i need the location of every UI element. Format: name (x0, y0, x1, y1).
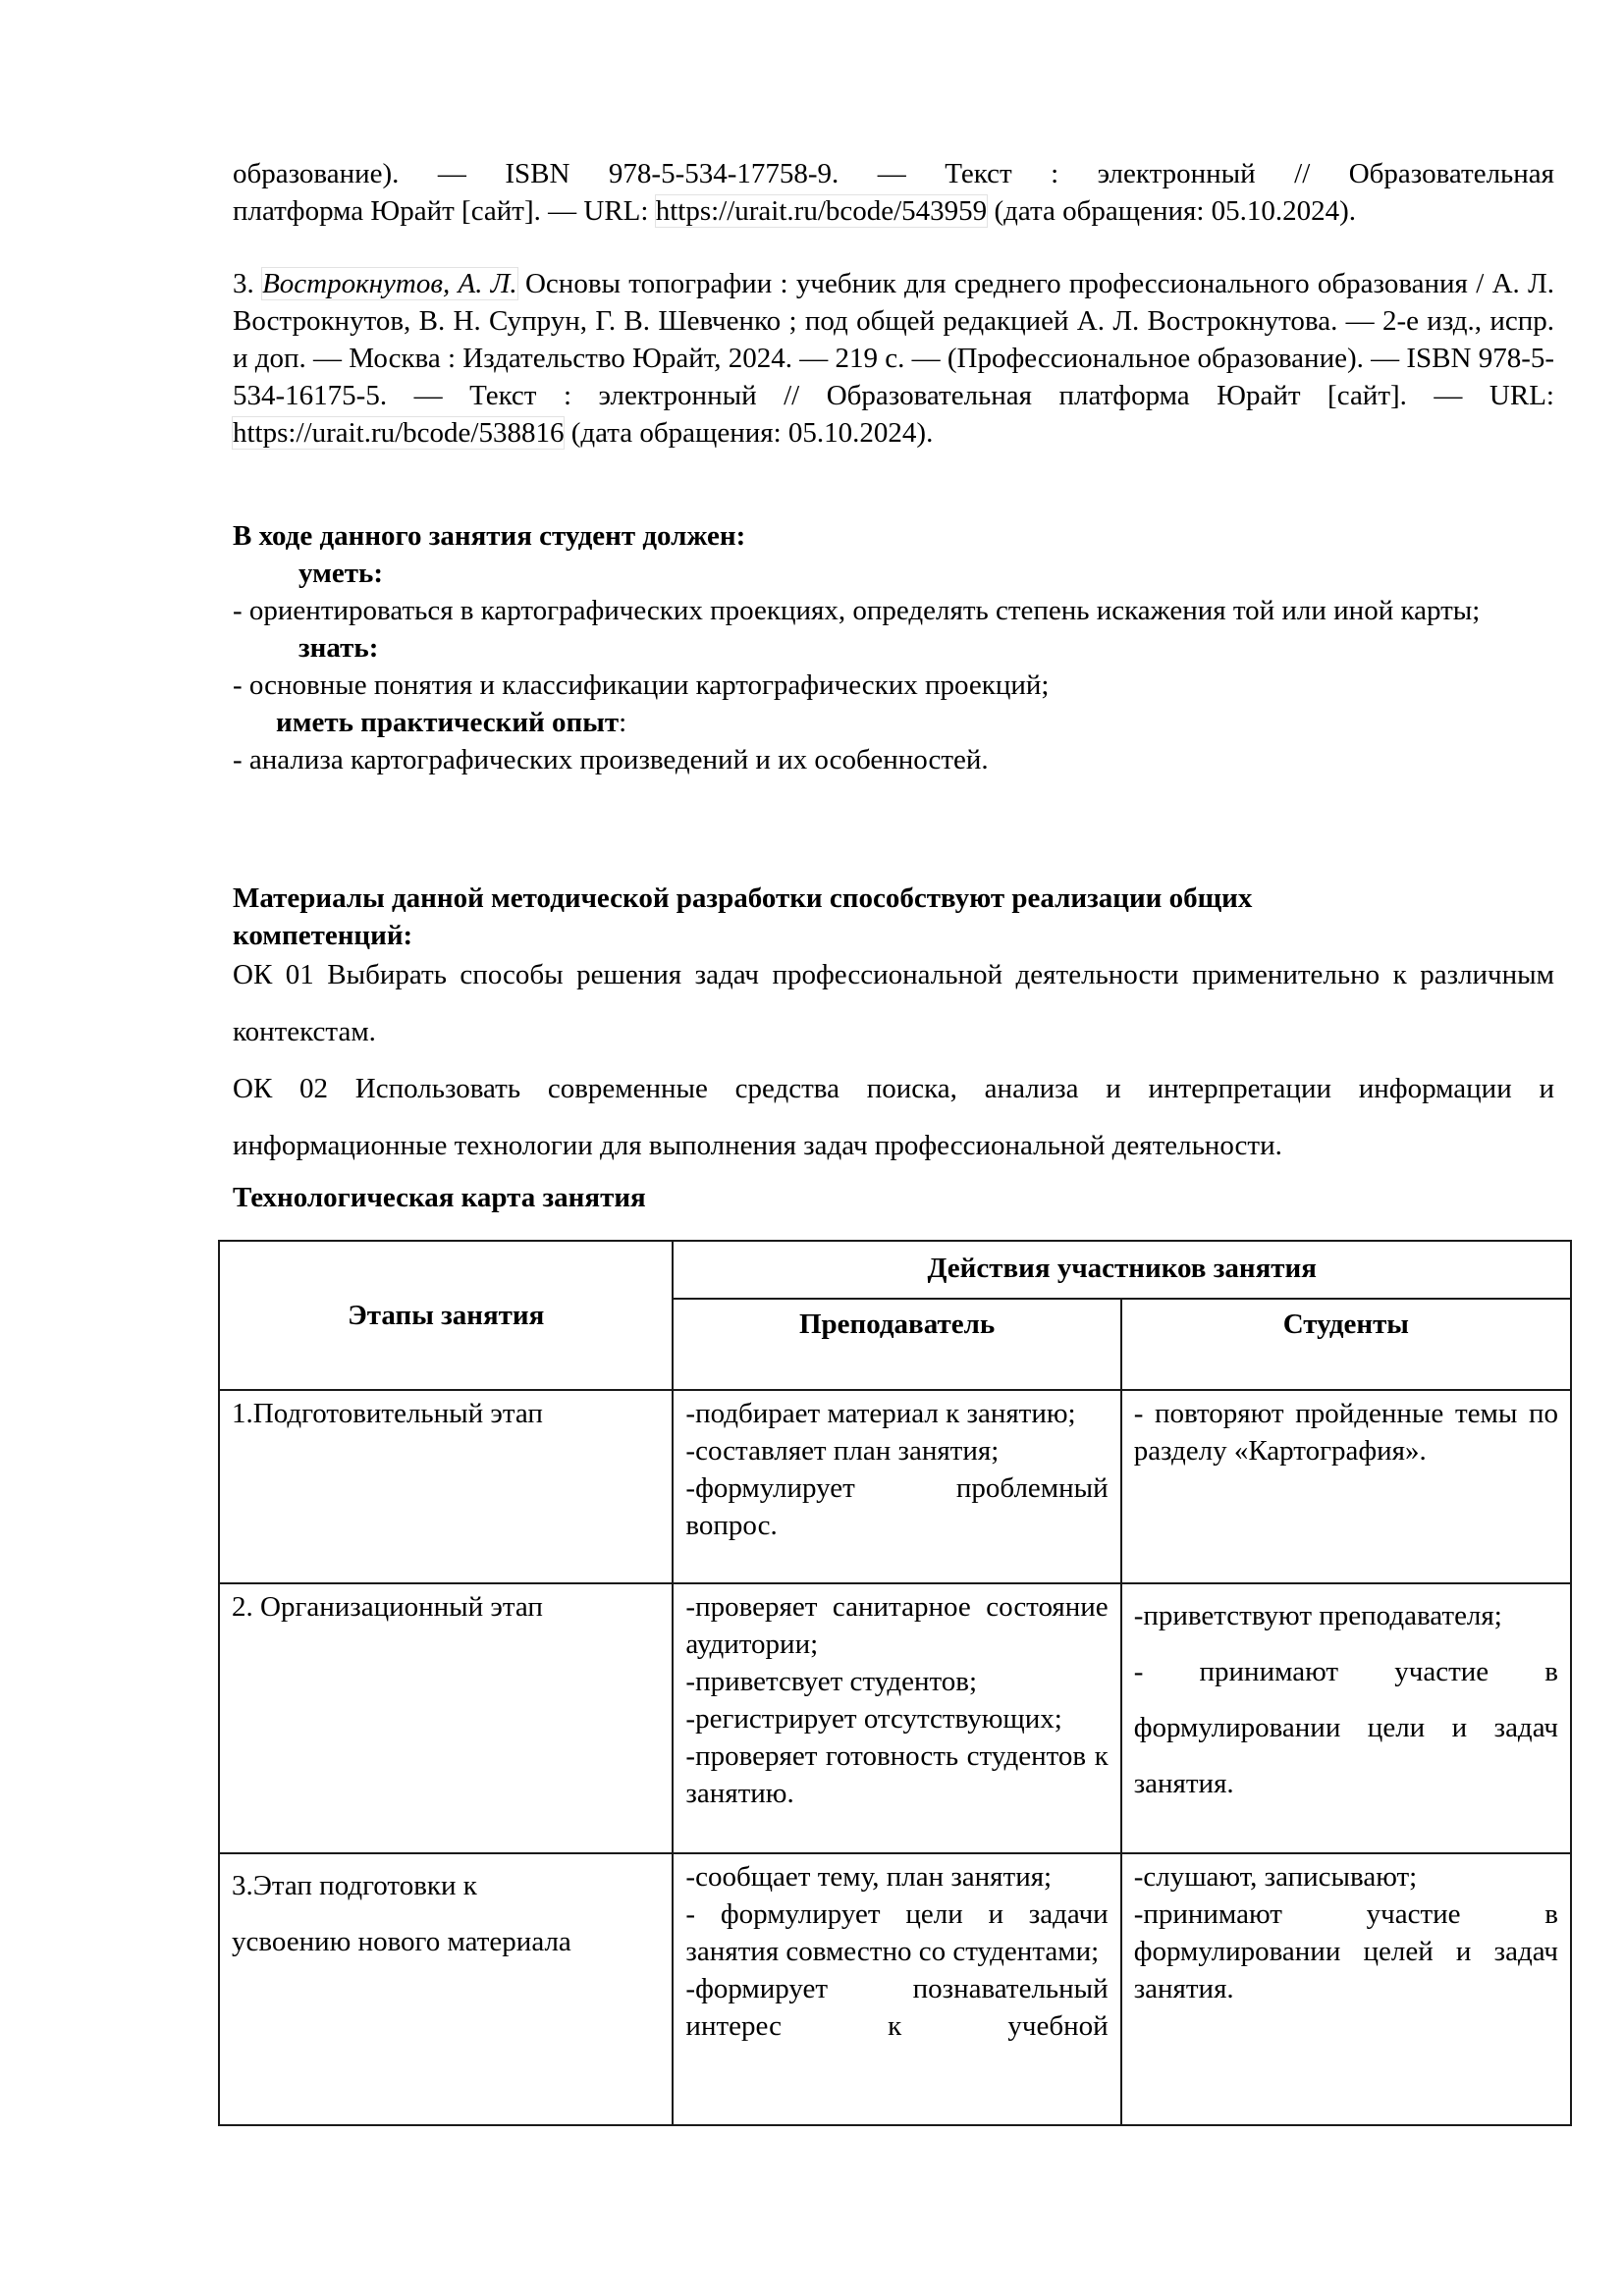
tech-map-table (218, 1240, 1572, 2126)
stage-line: усвоению нового материала (232, 1926, 571, 1957)
reference-author-link[interactable]: Вострокнутов, А. Л. (262, 268, 517, 299)
reference-url-link[interactable]: https://urait.ru/bcode/543959 (655, 195, 988, 227)
competency-ok01: ОК 01 Выбирать способы решения задач профессиональной деятельности применительно к различным контекстам. (233, 959, 1554, 1047)
teacher-cell (673, 1390, 1120, 1583)
reference-access-date: (дата обращения: 05.10.2024). (564, 417, 934, 449)
teacher-action: -приветсвует студентов; (685, 1666, 978, 1697)
experience-colon: : (619, 707, 627, 738)
teacher-action: -формулирует проблемный вопрос. (685, 1472, 1109, 1541)
teacher-action: -проверяет готовность студентов к занятию. (685, 1740, 1109, 1809)
student-action: - повторяют пройденные темы по разделу «Картография». (1133, 1398, 1558, 1467)
student-action: -принимают участие в формулировании целей и задач занятия. (1133, 1898, 1558, 2004)
table-row (219, 1583, 1571, 1853)
competencies-section (233, 880, 1554, 1174)
reference-number: 3. (233, 268, 263, 299)
reference-access-date: (дата обращения: 05.10.2024). (987, 195, 1357, 227)
reference-line: образование). — ISBN 978-5-534-17758-9. — Текст : электронный // Образовательная (233, 158, 1554, 189)
stage-cell: 2. Организационный этап (219, 1583, 673, 1853)
skills-text: - ориентироваться в картографических проекциях, определять степень искажения той или иной карты; (233, 595, 1481, 626)
reference-text: платформа Юрайт [сайт]. — URL: (233, 195, 656, 227)
teacher-action: - формулирует цели и задачи занятия совместно со студентами; (685, 1898, 1109, 1967)
stage-line: 3.Этап подготовки к (232, 1870, 477, 1901)
teacher-action: -сообщает тему, план занятия; (685, 1861, 1053, 1893)
reference-2-continued (233, 155, 1554, 230)
header-teacher: Преподаватель (673, 1299, 1120, 1390)
teacher-cell (673, 1583, 1120, 1853)
header-stages: Этапы занятия (219, 1241, 673, 1390)
stage-cell (219, 1853, 673, 2125)
teacher-cell (673, 1853, 1120, 2125)
learning-outcomes (233, 517, 1554, 778)
students-cell (1121, 1583, 1571, 1853)
experience-text: - анализа картографических произведений и их особенностей. (233, 744, 989, 775)
outcomes-heading: В ходе данного занятия студент должен: (233, 520, 746, 552)
teacher-action: -формирует познавательный интерес к учебной (685, 1973, 1109, 2042)
student-action: - принимают участие в формулировании цели и задач занятия. (1133, 1656, 1558, 1799)
teacher-action: -подбирает материал к занятию; (685, 1398, 1076, 1429)
reference-3 (233, 265, 1554, 452)
competency-ok02: ОК 02 Использовать современные средства поиска, анализа и интерпретации информации и информационные технологии для выполнения задач профессиональной деятельности. (233, 1073, 1554, 1161)
header-students: Студенты (1121, 1299, 1571, 1390)
skills-label: уметь: (298, 558, 383, 589)
competencies-heading-line2: компетенций: (233, 920, 413, 951)
knowledge-label: знать: (298, 632, 379, 664)
reference-text (233, 265, 1554, 452)
student-action: -приветствуют преподавателя; (1133, 1600, 1502, 1631)
knowledge-text: - основные понятия и классификации картографических проекций; (233, 669, 1050, 701)
stage-cell: 1.Подготовительный этап (219, 1390, 673, 1583)
header-actions: Действия участников занятия (673, 1241, 1571, 1299)
student-action: -слушают, записывают; (1133, 1861, 1418, 1893)
table-row (219, 1853, 1571, 2125)
experience-label-line (233, 704, 1554, 741)
students-cell (1121, 1390, 1571, 1583)
tech-map-title: Технологическая карта занятия (233, 1182, 646, 1213)
reference-url-link[interactable]: https://urait.ru/bcode/538816 (233, 417, 565, 449)
experience-label: иметь практический опыт (276, 707, 620, 738)
reference-line (233, 192, 1554, 230)
competencies-heading-line1: Материалы данной методической разработки способствуют реализации общих (233, 882, 1253, 914)
table-row (219, 1390, 1571, 1583)
teacher-action: -проверяет санитарное состояние аудитории; (685, 1591, 1109, 1660)
reference-body: Основы топографии : учебник для среднего профессионального образования / А. Л. Вострокнутов, В. Н. Супрун, Г. В. Шевченко ; под общей редакцией А. Л. Вострокнутова. — 2-е изд., испр. и доп. — Москва : Издательство Юрайт, 2024. — 219 с. — (Профессиональное образование). — ISBN 978-5-534-16175-5. — Текст : электронный // Образовательная платформа Юрайт [сайт]. — URL: (233, 268, 1555, 411)
teacher-action: -составляет план занятия; (685, 1435, 1000, 1467)
students-cell (1121, 1853, 1571, 2125)
teacher-action: -регистрирует отсутствующих; (685, 1703, 1062, 1735)
tech-map-title-wrap (233, 1179, 1554, 1216)
